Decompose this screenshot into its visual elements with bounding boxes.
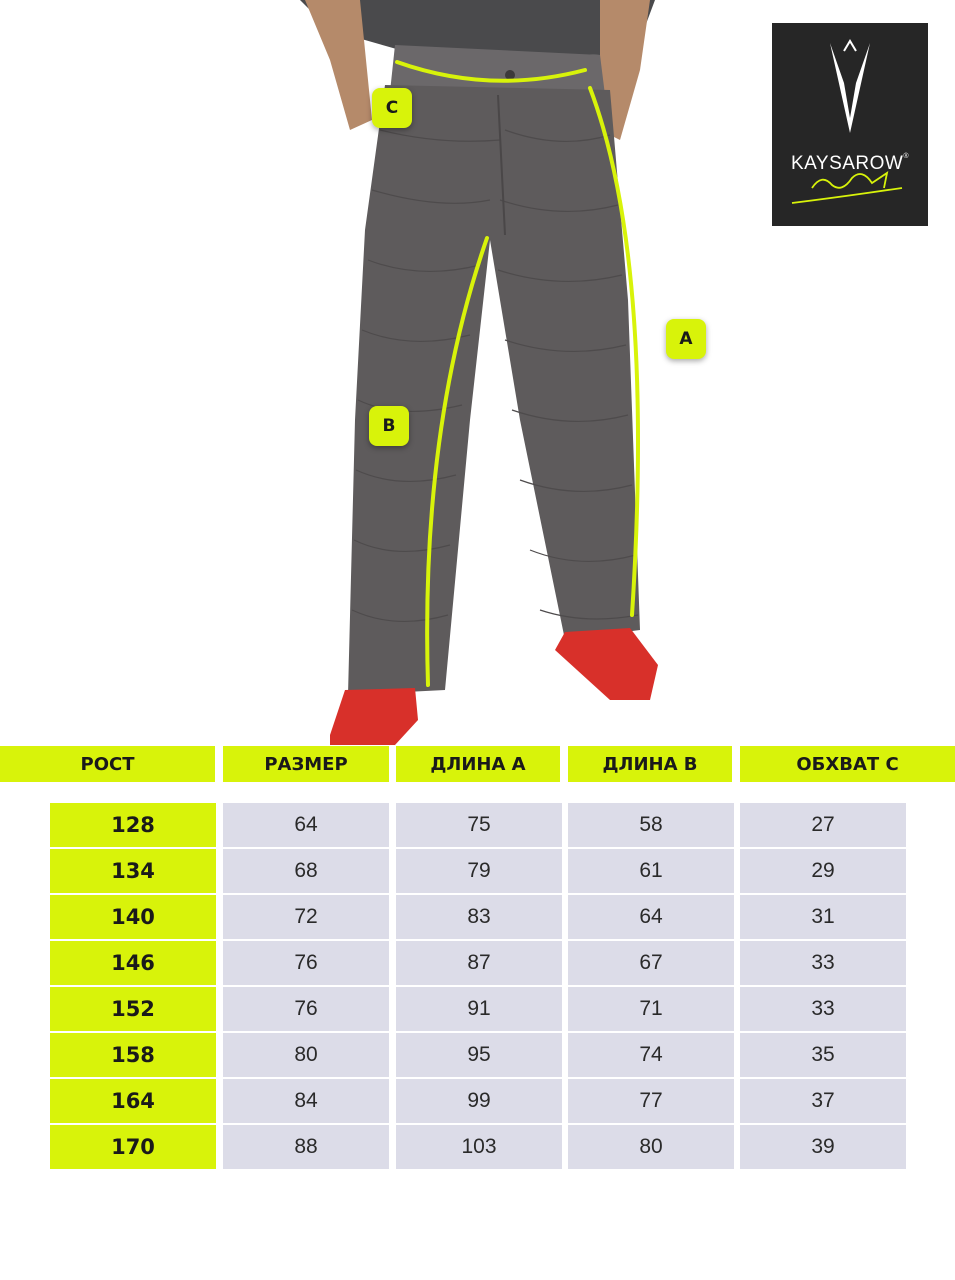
table-cell: 84 xyxy=(223,1079,389,1123)
table-cell: 146 xyxy=(50,941,216,985)
table-cell: 67 xyxy=(568,941,734,985)
header-length-b: ДЛИНА В xyxy=(568,746,732,782)
table-cell: 71 xyxy=(568,987,734,1031)
table-cell: 64 xyxy=(223,803,389,847)
table-cell: 29 xyxy=(740,849,906,893)
header-size: РАЗМЕР xyxy=(223,746,389,782)
table-cell: 35 xyxy=(740,1033,906,1077)
table-cell: 128 xyxy=(50,803,216,847)
table-cell: 80 xyxy=(223,1033,389,1077)
marker-b: B xyxy=(369,406,409,446)
table-cell: 74 xyxy=(568,1033,734,1077)
table-cell: 87 xyxy=(396,941,562,985)
table-cell: 88 xyxy=(223,1125,389,1169)
marker-c: C xyxy=(372,88,412,128)
column-girth-c xyxy=(740,803,906,1171)
table-cell: 134 xyxy=(50,849,216,893)
table-cell: 33 xyxy=(740,941,906,985)
table-cell: 77 xyxy=(568,1079,734,1123)
table-cell: 158 xyxy=(50,1033,216,1077)
table-cell: 68 xyxy=(223,849,389,893)
table-cell: 76 xyxy=(223,941,389,985)
table-cell: 103 xyxy=(396,1125,562,1169)
table-cell: 140 xyxy=(50,895,216,939)
table-cell: 80 xyxy=(568,1125,734,1169)
table-cell: 83 xyxy=(396,895,562,939)
table-cell: 164 xyxy=(50,1079,216,1123)
logo-brand: KAYSAROW® xyxy=(790,153,910,174)
column-size xyxy=(223,803,389,1171)
table-cell: 39 xyxy=(740,1125,906,1169)
header-length-a: ДЛИНА А xyxy=(396,746,560,782)
column-length-b xyxy=(568,803,734,1171)
marker-a: A xyxy=(666,319,706,359)
table-cell: 31 xyxy=(740,895,906,939)
table-cell: 170 xyxy=(50,1125,216,1169)
table-cell: 152 xyxy=(50,987,216,1031)
table-cell: 33 xyxy=(740,987,906,1031)
table-cell: 27 xyxy=(740,803,906,847)
header-girth-c: ОБХВАТ С xyxy=(740,746,955,782)
header-height: РОСТ xyxy=(0,746,215,782)
table-cell: 76 xyxy=(223,987,389,1031)
table-cell: 79 xyxy=(396,849,562,893)
table-cell: 37 xyxy=(740,1079,906,1123)
column-length-a xyxy=(396,803,562,1171)
column-height xyxy=(50,803,216,1171)
kaysarow-logo xyxy=(772,23,928,226)
table-cell: 99 xyxy=(396,1079,562,1123)
table-cell: 95 xyxy=(396,1033,562,1077)
table-cell: 91 xyxy=(396,987,562,1031)
table-cell: 58 xyxy=(568,803,734,847)
table-cell: 75 xyxy=(396,803,562,847)
signature-icon xyxy=(772,23,928,226)
table-cell: 72 xyxy=(223,895,389,939)
table-cell: 61 xyxy=(568,849,734,893)
table-cell: 64 xyxy=(568,895,734,939)
